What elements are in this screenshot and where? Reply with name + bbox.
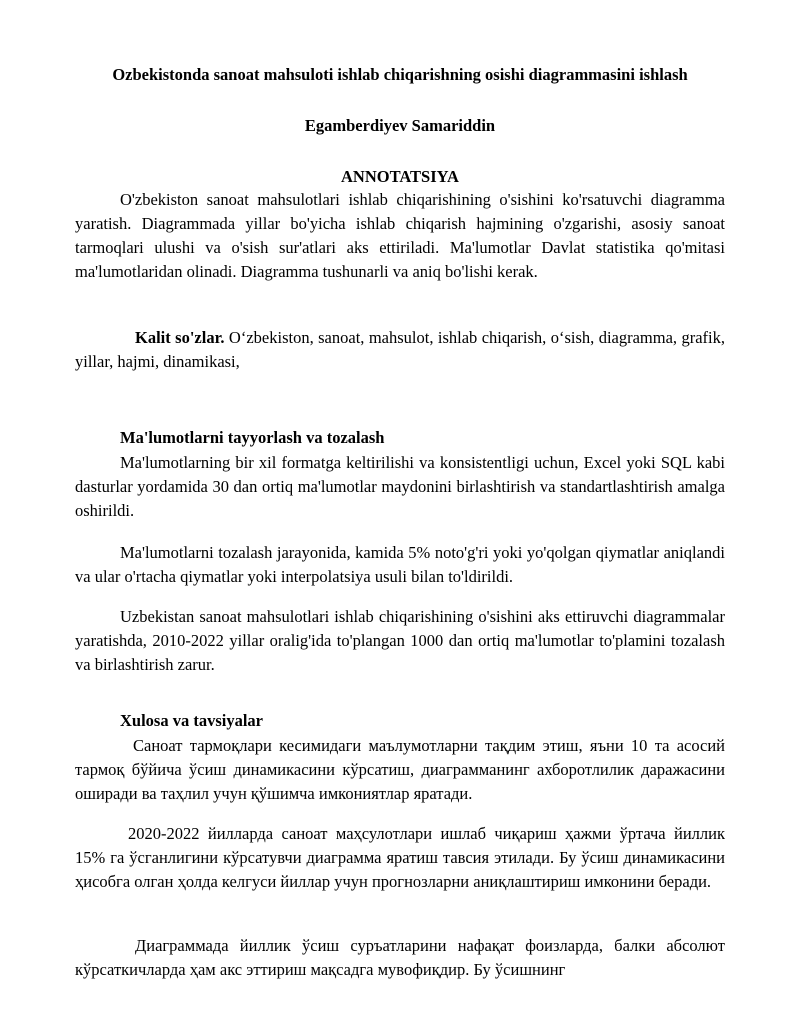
author-name: Egamberdiyev Samariddin (304, 116, 496, 135)
keywords-label: Kalit so'zlar. (135, 328, 225, 347)
section-heading-data-prep: Ma'lumotlarni tayyorlash va tozalash (120, 428, 385, 447)
conclusion-paragraph-3: Диаграммада йиллик ўсиш суръатларини нафақат фоизларда, балки абсолют кўрсаткичларда ҳам акс эттириш мақсадга мувофиқдир. Бу ўсишнинг (75, 936, 725, 979)
data-prep-paragraph-2: Ma'lumotlarni tozalash jarayonida, kamida 5% noto'g'ri yoki yo'qolgan qiymatlar aniqlandi va ular o'rtacha qiymatlar yoki interpolatsiya usuli bilan to'ldirildi. (75, 543, 725, 586)
keywords-text: O‘zbekiston, sanoat, mahsulot, ishlab chiqarish, o‘sish, diagramma, grafik, yillar, hajmi, dinamikasi, (75, 328, 725, 371)
document-title: Ozbekistonda sanoat mahsuloti ishlab chiqarishning osishi diagrammasini ishlash (112, 65, 688, 84)
annotation-heading: ANNOTATSIYA (341, 167, 459, 186)
data-prep-paragraph-3: Uzbekistan sanoat mahsulotlari ishlab chiqarishining o'sishini aks ettiruvchi diagrammalar yaratishda, 2010-2022 yillar oralig'ida to'plangan 1000 dan ortiq ma'lumotlar to'plamini tozalash va birlashtirish zarur. (75, 607, 725, 674)
keywords-paragraph (75, 326, 725, 374)
annotation-text: O'zbekiston sanoat mahsulotlari ishlab chiqarishining o'sishini ko'rsatuvchi diagramma yaratish. Diagrammada yillar bo'yicha ishlab chiqarish hajmining o'zgarishi, asosiy sanoat tarmoqlari ulushi va o'sish sur'atlari aks ettiriladi. Ma'lumotlar Davlat statistika qo'mitasi ma'lumotlaridan olinadi. Diagramma tushunarli va aniq bo'lishi kerak. (75, 190, 725, 281)
conclusion-paragraph-1: Саноат тармоқлари кесимидаги маълумотларни тақдим этиш, яъни 10 та асосий тармоқ бўйича ўсиш динамикасини кўрсатиш, диаграмманинг ахборотлилик даражасини оширади ва таҳлил учун қўшимча имкониятлар яратади. (75, 736, 725, 803)
data-prep-paragraph-1: Ma'lumotlarning bir xil formatga keltirilishi va konsistentligi uchun, Excel yoki SQL kabi dasturlar yordamida 30 dan ortiq ma'lumotlar maydonini birlashtirish va standartlashtirish amalga oshirildi. (75, 453, 725, 520)
section-heading-conclusion: Xulosa va tavsiyalar (120, 711, 264, 730)
conclusion-paragraph-2: 2020-2022 йилларда саноат маҳсулотлари ишлаб чиқариш ҳажми ўртача йиллик 15% га ўсганлигини кўрсатувчи диаграмма яратиш тавсия этилади. Бу ўсиш динамикасини ҳисобга олган ҳолда келгуси йиллар учун прогнозларни аниқлаштириш имконини беради. (75, 824, 725, 891)
